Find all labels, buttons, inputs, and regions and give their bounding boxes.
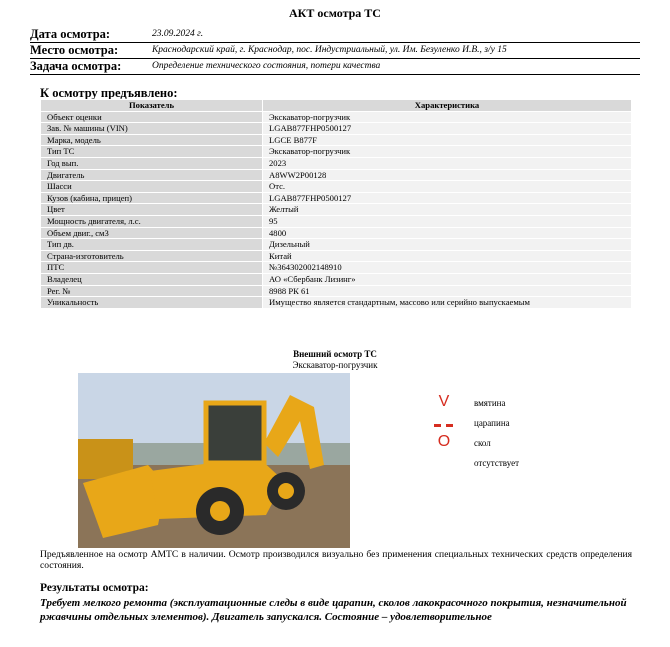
characteristic-cell: Экскаватор-погрузчик: [263, 146, 632, 158]
indicator-cell: Владелец: [41, 273, 263, 285]
indicator-cell: Двигатель: [41, 169, 263, 181]
characteristic-cell: Китай: [263, 250, 632, 262]
characteristic-cell: Желтый: [263, 204, 632, 216]
legend-label-absent: отсутствует: [474, 458, 520, 468]
table-row: [41, 181, 632, 193]
place-value: Краснодарский край, г. Краснодар, пос. Индустриальный, ул. Им. Безуленко И.В., з/у 15: [152, 45, 507, 55]
inspection-description: Предъявленное на осмотр АМТС в наличии. Осмотр производился визуально без применения специальных технических средств определения состояния.: [40, 549, 632, 571]
table-row: [41, 262, 632, 274]
indicator-cell: Объем двиг., см3: [41, 227, 263, 239]
photo-rear-hub: [278, 483, 294, 499]
table-row: [41, 111, 632, 123]
column-header-characteristic: Характеристика: [263, 100, 632, 112]
legend-label-chip: скол: [474, 438, 491, 448]
indicator-cell: Объект оценки: [41, 111, 263, 123]
indicator-cell: Шасси: [41, 181, 263, 193]
indicator-cell: Тип ТС: [41, 146, 263, 158]
legend-item-dent: [432, 393, 582, 413]
characteristic-cell: Дизельный: [263, 239, 632, 251]
table-row: [41, 227, 632, 239]
document-title: АКТ осмотра ТС: [289, 6, 381, 20]
characteristic-cell: LGAB877FHP0500127: [263, 123, 632, 135]
table-row: [41, 273, 632, 285]
indicator-cell: Зав. № машины (VIN): [41, 123, 263, 135]
results-text: Требует мелкого ремонта (эксплуатационные следы в виде царапин, сколов лакокрасочного покрытия, незначительной ржавчины отдельных элементов). Двигатель запускался. Состояние – удовлетворительное: [40, 597, 627, 623]
table-row: [41, 297, 632, 309]
indicator-cell: Год вып.: [41, 157, 263, 169]
characteristic-cell: Имущество является стандартным, массово или серийно выпускаемым: [263, 297, 632, 309]
indicator-cell: ПТС: [41, 262, 263, 274]
damage-legend: [432, 393, 582, 473]
indicator-cell: Кузов (кабина, прицеп): [41, 192, 263, 204]
legend-label-dent: вмятина: [474, 398, 506, 408]
task-value: Определение технического состояния, потери качества: [152, 61, 381, 71]
characteristic-cell: LGCE B877F: [263, 134, 632, 146]
legend-label-scratch: царапина: [474, 418, 510, 428]
absent-icon: [432, 453, 456, 471]
legend-item-chip: [432, 433, 582, 453]
characteristic-cell: 8988 РК 61: [263, 285, 632, 297]
characteristic-cell: №364302002148910: [263, 262, 632, 274]
table-row: [41, 250, 632, 262]
place-label: Место осмотра:: [30, 43, 119, 57]
table-row: [41, 123, 632, 135]
table-row: [41, 192, 632, 204]
table-row: [41, 169, 632, 181]
column-header-indicator: Показатель: [41, 100, 263, 112]
table-row: [41, 157, 632, 169]
indicator-cell: Тип дв.: [41, 239, 263, 251]
external-inspection-subtitle: Экскаватор-погрузчик: [292, 360, 378, 370]
place-row: [30, 43, 640, 59]
characteristic-cell: Экскаватор-погрузчик: [263, 111, 632, 123]
table-row: [41, 215, 632, 227]
indicator-cell: Рег. №: [41, 285, 263, 297]
chip-o-icon: O: [437, 433, 451, 450]
characteristic-cell: LGAB877FHP0500127: [263, 192, 632, 204]
date-row: [30, 27, 640, 43]
dent-v-icon: V: [438, 393, 450, 410]
scratch-dashes-icon: [432, 413, 456, 431]
table-row: [41, 285, 632, 297]
task-row: [30, 59, 640, 75]
table-row: [41, 239, 632, 251]
legend-item-scratch: [432, 413, 582, 433]
vehicle-spec-table: [40, 99, 632, 309]
vehicle-photo: [78, 373, 350, 548]
photo-front-hub: [210, 501, 230, 521]
indicator-cell: Уникальность: [41, 297, 263, 309]
results-title: Результаты осмотра:: [40, 582, 149, 594]
external-inspection-title: Внешний осмотр ТС: [293, 349, 377, 359]
presented-section-title: К осмотру предъявлено:: [40, 86, 178, 100]
table-row: [41, 146, 632, 158]
characteristic-cell: A8WW2P00128: [263, 169, 632, 181]
legend-item-absent: [432, 453, 582, 473]
table-row: [41, 204, 632, 216]
table-row: [41, 134, 632, 146]
table-header-row: [41, 100, 632, 112]
indicator-cell: Мощность двигателя, л.с.: [41, 215, 263, 227]
photo-cabin: [206, 403, 264, 463]
indicator-cell: Цвет: [41, 204, 263, 216]
date-value: 23.09.2024 г.: [152, 29, 204, 39]
characteristic-cell: 95: [263, 215, 632, 227]
task-label: Задача осмотра:: [30, 59, 122, 73]
date-label: Дата осмотра:: [30, 27, 111, 41]
indicator-cell: Марка, модель: [41, 134, 263, 146]
indicator-cell: Страна-изготовитель: [41, 250, 263, 262]
characteristic-cell: 2023: [263, 157, 632, 169]
characteristic-cell: Отс.: [263, 181, 632, 193]
characteristic-cell: 4800: [263, 227, 632, 239]
characteristic-cell: АО «Сбербанк Лизинг»: [263, 273, 632, 285]
meta-block: [30, 27, 640, 75]
